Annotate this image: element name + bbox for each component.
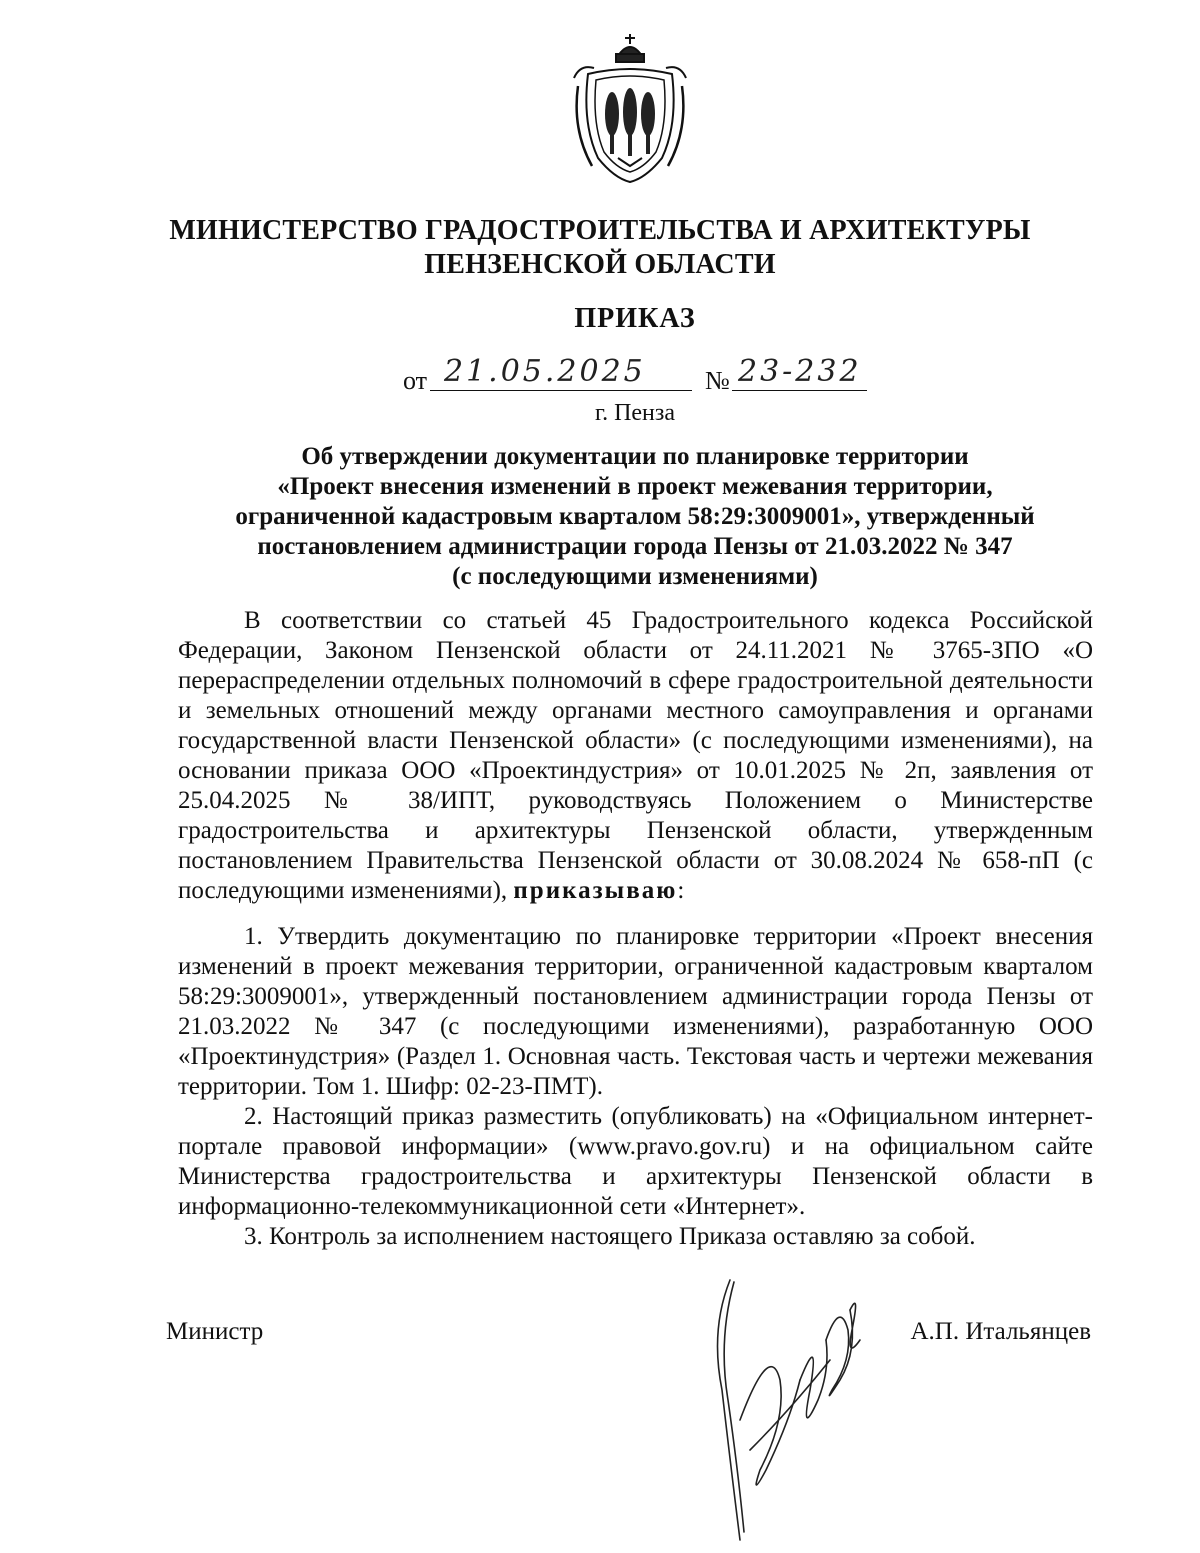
command-colon: : bbox=[677, 877, 685, 904]
date-number-line bbox=[400, 354, 900, 396]
ministry-line-2: ПЕНЗЕНСКОЙ ОБЛАСТИ bbox=[424, 249, 776, 280]
subject-line: (с последующими изменениями) bbox=[452, 563, 818, 590]
subject-line: «Проект внесения изменений в проект межевания территории, bbox=[277, 473, 993, 500]
subject-line: постановлением администрации города Пензы от 21.03.2022 № 347 bbox=[257, 533, 1013, 560]
signatory-name: А.П. Итальянцев bbox=[910, 1318, 1091, 1345]
date-underline bbox=[430, 390, 692, 391]
date-prefix: от bbox=[403, 366, 428, 395]
order-item: 3. Контроль за исполнением настоящего Приказа оставляю за собой. bbox=[244, 1223, 976, 1250]
preamble-text: В соответствии со статьей 45 Градостроительного кодекса Российской Федерации, Законом Пензенской области от 24.11.2021 № 3765-ЗПО «О перераспределении отдельных полномочий в сфере градостроительной деятельности и земельных отношений между органами местного самоуправления и органами государственной власти Пензенской области» (с последующими изменениями), на основании приказа ООО «Проектиндустрия» от 10.01.2025 № 2п, заявления от 25.04.2025 № 38/ИПТ, руководствуясь Положением о Министерстве градостроительства и архитектуры Пензенской области, утвержденным постановлением Правительства Пензенской области от 30.08.2024 № 658-пП (с последующими изменениями), bbox=[178, 607, 1093, 904]
ministry-line-1: МИНИСТЕРСТВО ГРАДОСТРОИТЕЛЬСТВА И АРХИТЕКТУРЫ bbox=[169, 215, 1031, 246]
number-underline bbox=[732, 390, 867, 391]
handwritten-signature-icon bbox=[700, 1270, 870, 1545]
subject-line: Об утверждении документации по планировке территории bbox=[301, 443, 969, 470]
signatory-title: Министр bbox=[166, 1318, 264, 1345]
subject-heading bbox=[180, 442, 1090, 592]
city: г. Пенза bbox=[594, 400, 676, 426]
preamble-paragraph bbox=[178, 606, 1093, 906]
order-item: 1. Утвердить документацию по планировке территории «Проект внесения изменений в проект межевания территории, ограниченной кадастровым кварталом 58:29:3009001», утвержденный постановлением администрации города Пензы от 21.03.2022 № 347 (с последующими изменениями), разработанную ООО «Проектинудстрия» (Раздел 1. Основная часть. Текстовая часть и чертежи межевания территории. Том 1. Шифр: 02-23-ПМТ). bbox=[178, 923, 1093, 1100]
order-items bbox=[178, 922, 1093, 1252]
ministry-name bbox=[150, 214, 1050, 282]
document-type: ПРИКАЗ bbox=[574, 303, 696, 334]
subject-line: ограниченной кадастровым кварталом 58:29:3009001», утвержденный bbox=[235, 503, 1035, 530]
order-item: 2. Настоящий приказ разместить (опубликовать) на «Официальном интернет-портале правовой информации» (www.pravo.gov.ru) и на официальном сайте Министерства градостроительства и архитектуры Пензенской области в информационно-телекоммуникационной сети «Интернет». bbox=[178, 1103, 1093, 1220]
order-command: приказываю bbox=[513, 877, 678, 904]
number-prefix: № bbox=[705, 366, 730, 395]
coat-of-arms-icon bbox=[568, 34, 692, 184]
number-value: 23-232 bbox=[738, 354, 862, 389]
date-value: 21.05.2025 bbox=[444, 354, 646, 389]
